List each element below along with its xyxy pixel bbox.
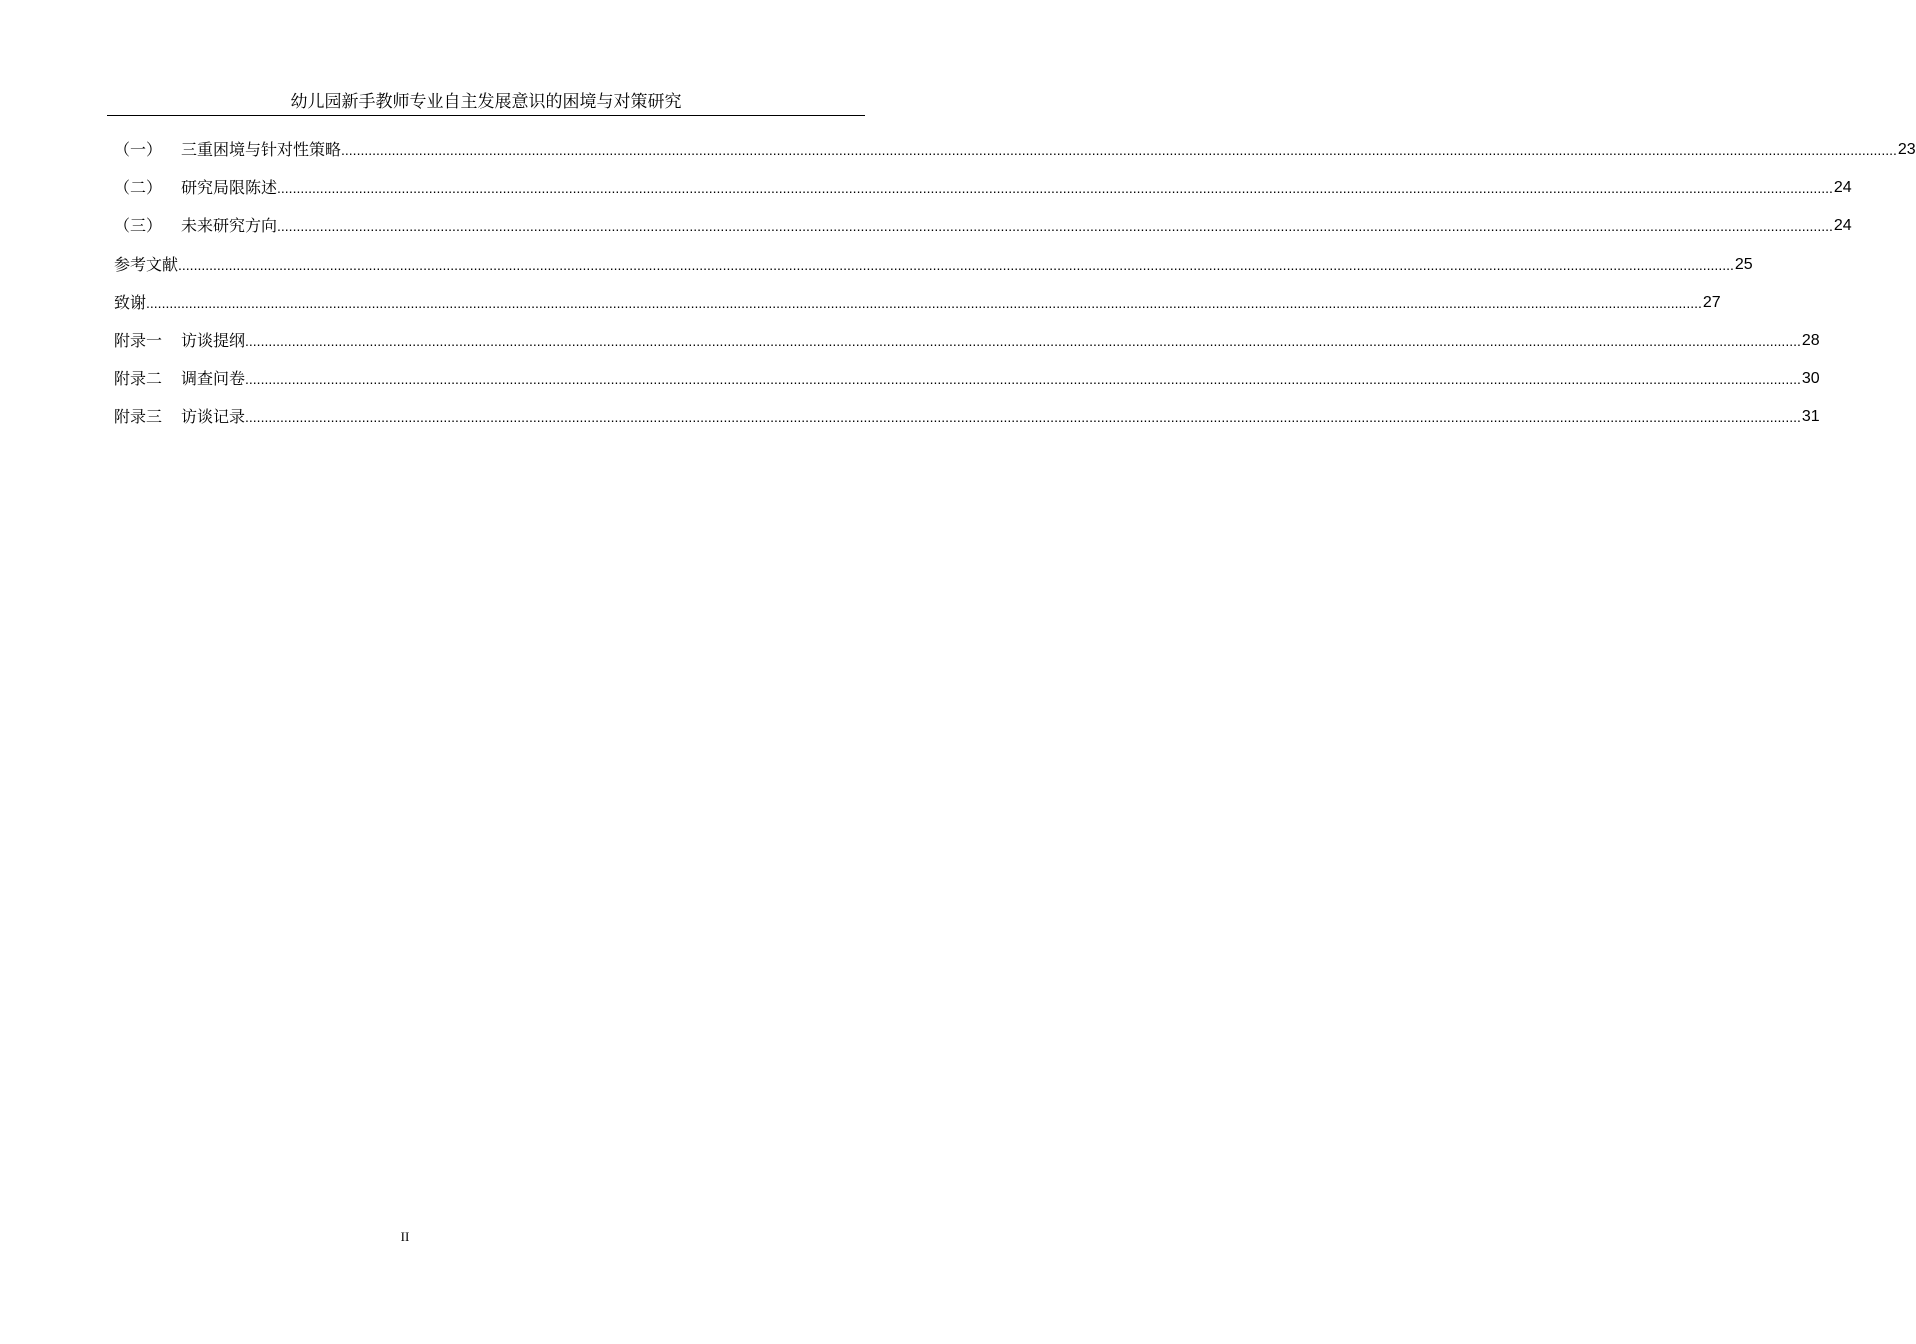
toc-entry-label: 访谈记录: [181, 407, 246, 427]
toc-entry-label: 参考文献: [114, 254, 179, 274]
toc-entry[interactable]: [114, 329, 1820, 367]
toc-entry-prefix: 附录一: [114, 330, 163, 350]
toc-entry[interactable]: [114, 291, 1721, 329]
toc-entry-page: 31: [1801, 408, 1820, 426]
toc-dot-leader: ................................................................................................................................................................................................................................................................................................................................................................................................................: [245, 409, 1801, 426]
toc-entry-page: 30: [1801, 370, 1820, 388]
toc-entry-page: 27: [1702, 293, 1721, 311]
toc-entry-label: 访谈提纲: [181, 330, 246, 350]
toc-entry-prefix: 附录三: [114, 407, 163, 427]
toc-entry[interactable]: [114, 176, 1852, 214]
toc-entry-label: 三重困境与针对性策略: [181, 140, 342, 159]
toc-entry-prefix: （一）: [114, 140, 163, 159]
toc-entry-prefix: 附录二: [114, 369, 163, 389]
toc-entry-page: 24: [1833, 179, 1852, 197]
toc-entry-prefix: （三）: [114, 216, 163, 236]
toc-entry-page: 25: [1734, 255, 1753, 273]
toc-entry[interactable]: [114, 214, 1852, 252]
toc-entry-prefix: （二）: [114, 178, 163, 198]
toc-entry-page: 23: [1897, 141, 1916, 158]
toc-dot-leader: ................................................................................................................................................................................................................................................................................................................................................................................................................: [341, 142, 1897, 158]
toc-dot-leader: ................................................................................................................................................................................................................................................................................................................................................................................................................: [146, 294, 1702, 311]
toc-entry[interactable]: [114, 405, 1820, 443]
toc-entry-page: 28: [1801, 331, 1820, 349]
toc-entry[interactable]: [114, 367, 1820, 405]
table-of-contents: [114, 138, 1916, 444]
toc-dot-leader: ................................................................................................................................................................................................................................................................................................................................................................................................................: [245, 371, 1801, 388]
header-title: 幼儿园新手教师专业自主发展意识的困境与对策研究: [290, 92, 682, 112]
toc-entry-label: 调查问卷: [181, 369, 246, 389]
toc-entry[interactable]: [114, 253, 1753, 291]
page-number: II: [400, 1229, 410, 1244]
toc-dot-leader: ................................................................................................................................................................................................................................................................................................................................................................................................................: [277, 180, 1833, 197]
toc-dot-leader: ................................................................................................................................................................................................................................................................................................................................................................................................................: [277, 218, 1833, 235]
toc-entry[interactable]: [114, 138, 1916, 176]
toc-entry-label: 研究局限陈述: [181, 178, 278, 198]
page-header: [107, 91, 865, 116]
toc-entry-page: 24: [1833, 217, 1852, 235]
toc-dot-leader: ................................................................................................................................................................................................................................................................................................................................................................................................................: [245, 332, 1801, 349]
toc-entry-label: 致谢: [114, 292, 147, 312]
toc-entry-label: 未来研究方向: [181, 216, 278, 236]
toc-dot-leader: ................................................................................................................................................................................................................................................................................................................................................................................................................: [178, 256, 1734, 273]
